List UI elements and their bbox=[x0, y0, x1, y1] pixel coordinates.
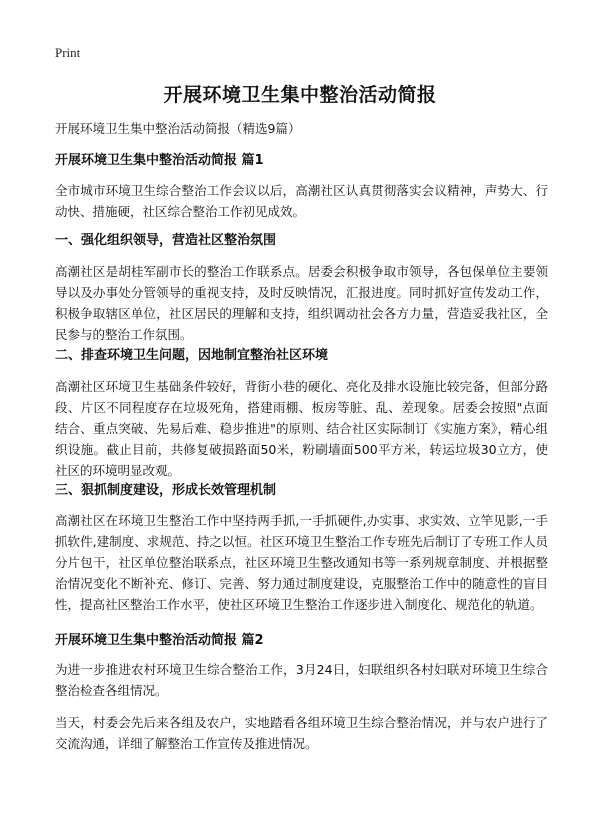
section-heading-system-building: 三、狠抓制度建设，形成长效管理机制 bbox=[55, 483, 277, 498]
section-heading-leadership: 一、强化组织领导，营造社区整治氛围 bbox=[55, 233, 277, 248]
section-paragraph-article-1: 全市城市环境卫生综合整治工作会议以后，高潮社区认真贯彻落实会议精神，声势大、行动快、措施硬，社区综合整治工作初见成效。 bbox=[55, 183, 548, 219]
section-heading-article-1: 开展环境卫生集中整治活动简报 篇1 bbox=[55, 153, 264, 168]
page-title: 开展环境卫生集中整治活动简报 bbox=[163, 84, 437, 106]
document-intro: 开展环境卫生集中整治活动简报（精选9篇） bbox=[55, 121, 301, 136]
section-paragraph-leadership: 高潮社区是胡桂军副市长的整治工作联系点。居委会积极争取市领导，各包保单位主要领导以及办事处分管领导的重视支持，及时反映情况，汇报进度。同时抓好宣传发动工作，积极争取辖区单位，社区居民的理解和支持，组织调动社会各方力量，营造妥我社区，全民参与的整治工作氛围。 bbox=[55, 264, 548, 342]
print-link[interactable]: Print bbox=[55, 45, 81, 60]
section-paragraph-system-building: 高潮社区在环境卫生整治工作中坚持两手抓,一手抓硬件,办实事、求实效、立竿见影,一手抓软件,建制度、求规范、持之以恒。社区环境卫生整治工作专班先后制订了专班工作人员分片包干，社区单位整治联系点，社区环境卫生整改通知书等一系列规章制度、并根据整治情况变化不断补充、修订、完善、努力通过制度建设，克服整治工作中的随意性的盲目性，提高社区整治工作水平，使社区环境卫生整治工作逐步进入制度化、规范化的轨道。 bbox=[55, 513, 548, 612]
section-paragraph-article-2: 为进一步推进农村环境卫生综合整治工作，3月24日，妇联组织各村妇联对环境卫生综合整治检查各组情况。 bbox=[55, 662, 548, 698]
closing-paragraph: 当天，村委会先后来各组及农户，实地踏看各组环境卫生综合整治情况，并与农户进行了交流沟通，详细了解整治工作宣传及推进情况。 bbox=[55, 715, 548, 751]
section-paragraph-investigation: 高潮社区环境卫生基础条件较好，背街小巷的硬化、亮化及排水设施比较完备，但部分路段、片区不同程度存在垃圾死角，搭建雨棚、板房等脏、乱、差现象。居委会按照"点面结合、重点突破、先易后难、稳步推进"的原则、结合社区实际制订《实施方案》，精心组织设施。截止目前，共修复破损路面50米，粉刷墙面500平方米，转运垃圾30立方，使社区的环境明显改观。 bbox=[55, 379, 548, 478]
section-heading-investigation: 二、排查环境卫生问题，因地制宜整治社区环境 bbox=[55, 348, 329, 363]
section-heading-article-2: 开展环境卫生集中整治活动简报 篇2 bbox=[55, 633, 264, 648]
